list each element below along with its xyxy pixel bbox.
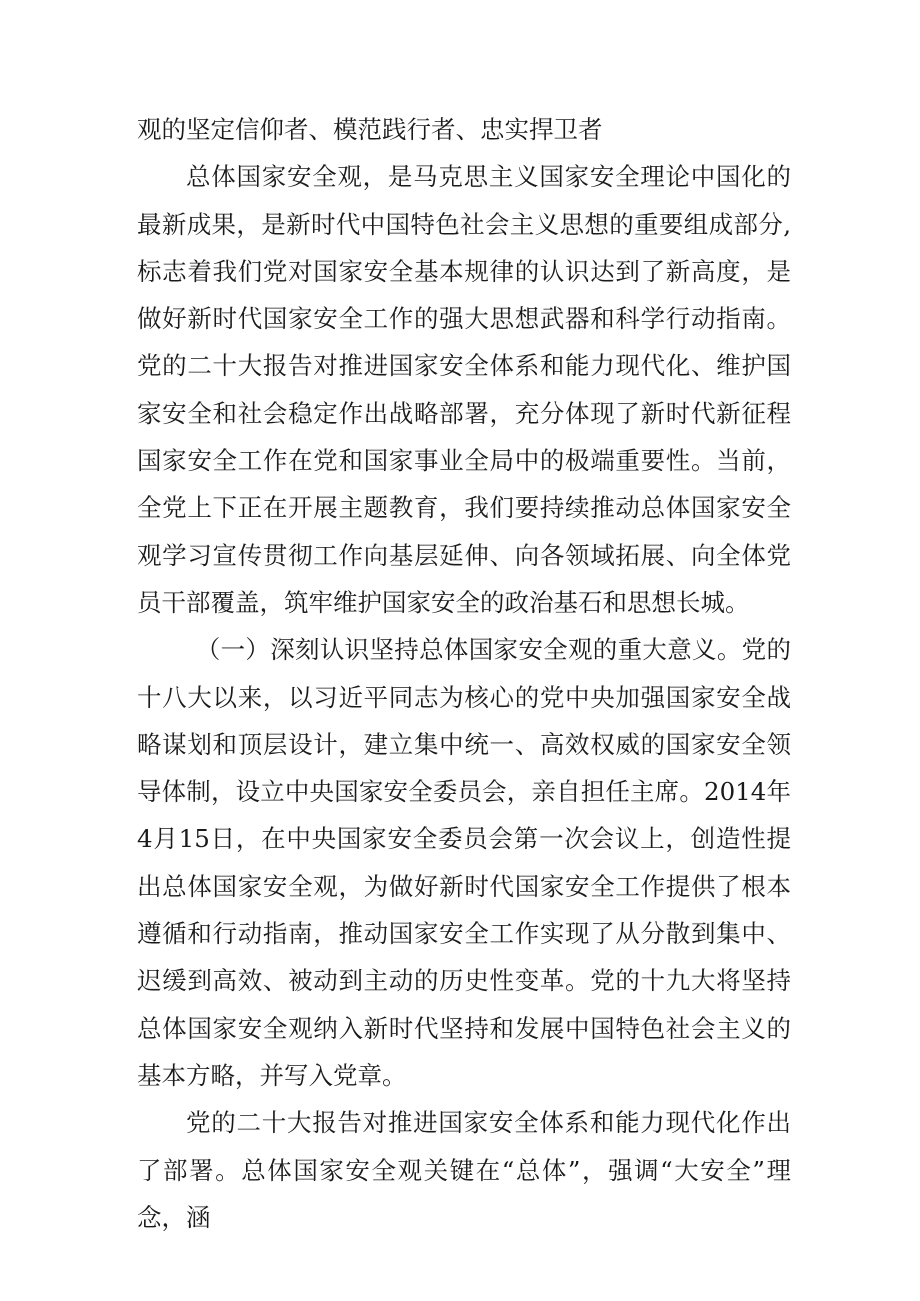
paragraph-twentieth-congress: 党的二十大报告对推进国家安全体系和能力现代化作出了部署。总体国家安全观关键在“总体”，强调“大安全”理念，涵: [137, 1108, 791, 1232]
paragraph-continuation: 观的坚定信仰者、模范践行者、忠实捍卫者: [137, 115, 603, 144]
paragraph-section-one: （一）深刻认识坚持总体国家安全观的重大意义。党的十八大以来，以习近平同志为核心的党中央加强国家安全战略谋划和顶层设计，建立集中统一、高效权威的国家安全领导体制，设立中央国家安全委员会，亲自担任主席。2014年4月15日，在中央国家安全委员会第一次会议上，创造性提出总体国家安全观，为做好新时代国家安全工作提供了根本遵循和行动指南，推动国家安全工作实现了从分散到集中、迟缓到高效、被动到主动的历史性变革。党的十九大将坚持总体国家安全观纳入新时代坚持和发展中国特色社会主义的基本方略，并写入党章。: [137, 635, 791, 1090]
paragraph-overview: 总体国家安全观，是马克思主义国家安全理论中国化的最新成果，是新时代中国特色社会主义思想的重要组成部分,标志着我们党对国家安全基本规律的认识达到了新高度，是做好新时代国家安全工作的强大思想武器和科学行动指南。党的二十大报告对推进国家安全体系和能力现代化、维护国家安全和社会稳定作出战略部署，充分体现了新时代新征程国家安全工作在党和国家事业全局中的极端重要性。当前，全党上下正在开展主题教育，我们要持续推动总体国家安全观学习宣传贯彻工作向基层延伸、向各领域拓展、向全体党员干部覆盖，筑牢维护国家安全的政治基石和思想长城。: [137, 162, 791, 617]
document-page: [137, 106, 791, 1241]
